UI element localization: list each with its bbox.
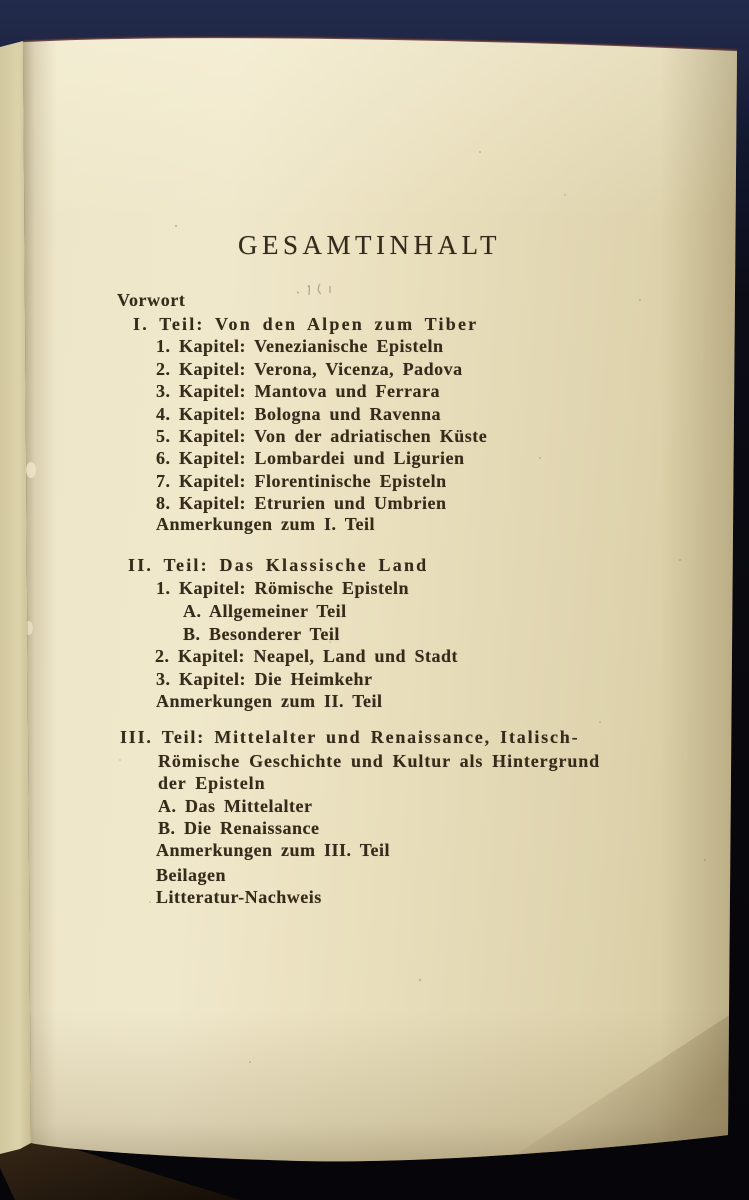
toc-line-part2-sub-a: A. Allgemeiner Teil (183, 601, 347, 621)
toc-line-part2-chapter-1: 1. Kapitel: Römische Episteln (156, 578, 409, 598)
toc-line-part2-anmerkungen: Anmerkungen zum II. Teil (156, 691, 383, 711)
toc-line-part3-heading-2: Römische Geschichte und Kultur als Hintergrund (158, 751, 601, 771)
toc-line-part2-sub-b: B. Besonderer Teil (183, 624, 340, 644)
page-title: GESAMTINHALT (238, 230, 501, 260)
toc-line-part1-chapter-3: 3. Kapitel: Mantova und Ferrara (156, 381, 440, 401)
toc-line-part1-chapter-2: 2. Kapitel: Verona, Vicenza, Padova (156, 359, 463, 379)
toc-line-vorwort: Vorwort (117, 290, 186, 310)
toc-line-litteratur-nachweis: Litteratur-Nachweis (156, 887, 322, 907)
toc-line-part3-heading-1: III. Teil: Mittelalter und Renaissance, Italisch- (120, 727, 580, 747)
toc-line-part2-chapter-2: 2. Kapitel: Neapel, Land und Stadt (155, 646, 459, 666)
toc-line-part1-chapter-7: 7. Kapitel: Florentinische Episteln (156, 471, 447, 491)
toc-line-part1-anmerkungen: Anmerkungen zum I. Teil (156, 514, 376, 534)
toc-line-part1-chapter-6: 6. Kapitel: Lombardei und Ligurien (156, 448, 465, 468)
toc-line-part1-chapter-4: 4. Kapitel: Bologna und Ravenna (156, 404, 442, 424)
toc-line-part1-chapter-5: 5. Kapitel: Von der adriatischen Küste (156, 426, 488, 446)
toc-line-part3-heading-3: der Episteln (158, 773, 266, 793)
toc-line-beilagen: Beilagen (156, 865, 226, 885)
toc-line-part1-chapter-1: 1. Kapitel: Venezianische Episteln (156, 336, 444, 356)
toc-line-part3-sub-a: A. Das Mittelalter (158, 796, 313, 816)
toc-line-part2-chapter-3: 3. Kapitel: Die Heimkehr (156, 669, 373, 689)
toc-line-part1-chapter-8: 8. Kapitel: Etrurien und Umbrien (156, 493, 447, 513)
toc-line-part3-sub-b: B. Die Renaissance (158, 818, 320, 838)
toc-line-part3-anmerkungen: Anmerkungen zum III. Teil (156, 840, 391, 860)
toc-line-part1-heading: I. Teil: Von den Alpen zum Tiber (133, 314, 479, 334)
toc-line-part2-heading: II. Teil: Das Klassische Land (128, 555, 429, 575)
